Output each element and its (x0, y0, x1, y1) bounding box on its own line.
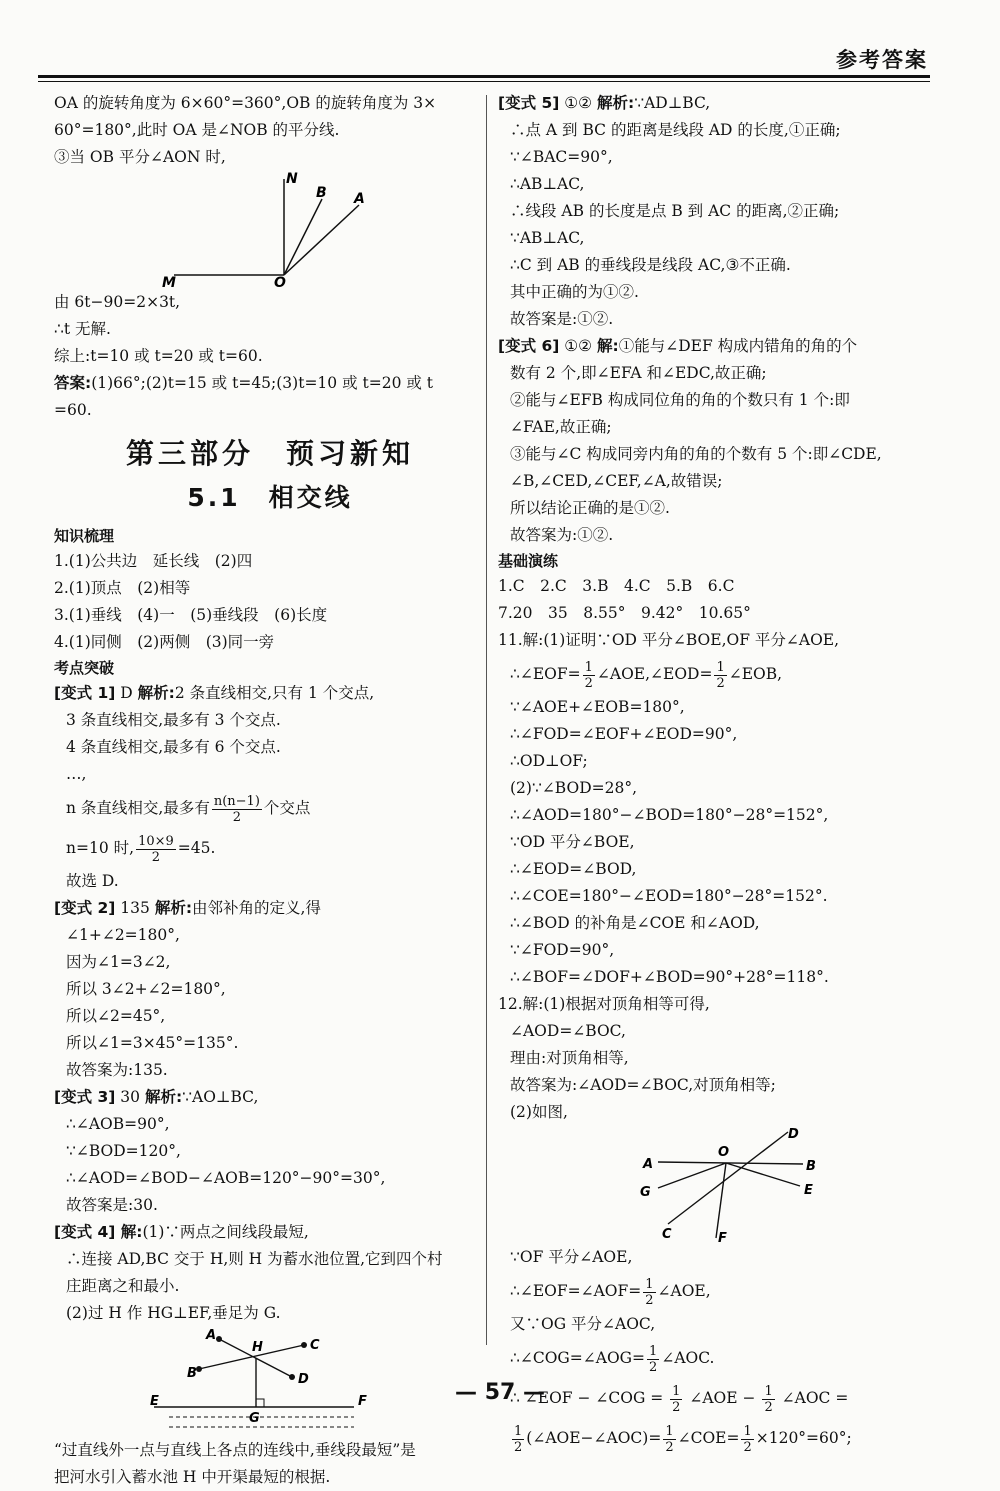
text-line: 把河水引入蓄水池 H 中开渠最短的根据. (54, 1468, 331, 1486)
answer-line (54, 370, 486, 397)
label-f: F (358, 1394, 367, 1409)
point-c (301, 1342, 307, 1348)
column-divider (486, 95, 487, 1345)
label-d: D (298, 1372, 309, 1387)
ray-oe (726, 1163, 800, 1186)
label-a: A (354, 191, 365, 207)
text-line: 3.(1)垂线 (4)一 (5)垂线段 (6)长度 (54, 606, 328, 624)
label-a: A (643, 1157, 654, 1172)
variant-1-head: [变式 1] D 解析:2 条直线相交,只有 1 个交点, (54, 684, 375, 702)
text-line: …, (66, 765, 87, 783)
label-b: B (187, 1366, 197, 1381)
text-line: 7.20 35 8.55° 9.42° 10.65° (498, 604, 751, 622)
text-line: 4.(1)同侧 (2)两侧 (3)同一旁 (54, 633, 275, 651)
label-d: D (788, 1127, 799, 1142)
formula-line: $\frac{1}{2}$ (∠AOE−∠AOC)= $\frac{1}{2}$ ∠COE= $\frac{1}{2}$ ×120°=60°; (514, 1423, 852, 1455)
text-line: ∴∠BOD 的补角是∠COE 和∠AOD, (510, 914, 760, 932)
text-line: 2.(1)顶点 (2)相等 (54, 579, 191, 597)
answer-text: (1)66°;(2)t=15 或 t=45;(3)t=10 或 t=20 或 t (91, 374, 434, 392)
fraction: $\frac{1}{2}$ (514, 1423, 523, 1455)
label-h: H (252, 1340, 263, 1355)
header-rule-thin (38, 81, 930, 82)
formula-line: ∴∠EOF=∠AOF= $\frac{1}{2}$ ∠AOE, (510, 1276, 711, 1308)
text-line: ∵∠BOD=120°, (66, 1142, 181, 1160)
ray-ob (284, 199, 322, 275)
label-e: E (150, 1394, 159, 1409)
knowledge-heading: 知识梳理 (54, 527, 115, 545)
page-number: — 57 — (455, 1380, 545, 1405)
label-o: O (274, 275, 286, 289)
label-b: B (806, 1159, 816, 1174)
text-line: 由 6t−90=2×3t, (54, 293, 181, 311)
text-line: OA 的旋转角度为 6×60°=360°,OB 的旋转角度为 3× (54, 94, 437, 112)
text-line: 故答案为:135. (66, 1061, 168, 1079)
text-line: ∵∠BAC=90°, (510, 148, 613, 166)
fraction: $\frac{n(n-1)}{2}$ (213, 793, 260, 825)
text-line: ②能与∠EFB 构成同位角的角的个数只有 1 个:即 (510, 391, 850, 409)
text-line: 1.C 2.C 3.B 4.C 5.B 6.C (498, 577, 735, 595)
formula-line: n 条直线相交,最多有 $\frac{n(n-1)}{2}$ 个交点 (66, 793, 311, 825)
label-g: G (640, 1185, 651, 1200)
fraction: $\frac{1}{2}$ (764, 1383, 773, 1415)
text-line: 所以结论正确的是①②. (510, 499, 670, 517)
text-line: ∠AOD=∠BOC, (510, 1022, 626, 1040)
text-line: ∠1+∠2=180°, (66, 926, 180, 944)
section-title: 5.1 相交线 (187, 483, 353, 512)
label-n: N (286, 171, 298, 187)
fraction: $\frac{1}{2}$ (584, 659, 593, 691)
fraction: $\frac{1}{2}$ (665, 1423, 674, 1455)
text-line: 故答案是:①②. (510, 310, 614, 328)
text-line: (2)如图, (510, 1103, 568, 1121)
kaodian-heading: 考点突破 (54, 659, 115, 677)
fraction: $\frac{1}{2}$ (716, 659, 725, 691)
text-line: ∴∠FOD=∠EOF+∠EOD=90°, (510, 725, 738, 743)
variant-5-head: [变式 5] ①② 解析:∵AD⊥BC, (498, 94, 711, 112)
fraction: $\frac{1}{2}$ (649, 1343, 658, 1375)
text-line: 其中正确的为①②. (510, 283, 639, 301)
text-line: =60. (54, 401, 92, 419)
text-line: 4 条直线相交,最多有 6 个交点. (66, 738, 281, 756)
fraction: $\frac{1}{2}$ (672, 1383, 681, 1415)
text-line: 故答案是:30. (66, 1196, 158, 1214)
text-line: ∵OF 平分∠AOE, (510, 1248, 633, 1266)
text-line: ∴AB⊥AC, (510, 175, 585, 193)
text-line: ∴∠BOF=∠DOF+∠BOD=90°+28°=118°. (510, 968, 829, 986)
text-line: 综上:t=10 或 t=20 或 t=60. (54, 347, 263, 365)
left-column (54, 90, 486, 1491)
formula-line: ∴∠COG=∠AOG= $\frac{1}{2}$ ∠AOC. (510, 1343, 715, 1375)
formula-line: ∴∠EOF= $\frac{1}{2}$ ∠AOE,∠EOD= $\frac{1}{2}$ ∠EOB, (510, 659, 783, 691)
text-line: ∵∠AOE+∠EOB=180°, (510, 698, 685, 716)
fraction: $\frac{10\times 9}{2}$ (138, 833, 174, 865)
part-title: 第三部分 预习新知 (125, 437, 414, 470)
text-line: ∠FAE,故正确; (510, 418, 612, 436)
label-g: G (249, 1411, 260, 1426)
basic-heading: 基础演练 (498, 552, 559, 570)
text-line: ∴∠EOD=∠BOD, (510, 860, 637, 878)
text-line: 所以∠2=45°, (66, 1007, 166, 1025)
text-line: ∴C 到 AB 的垂线段是线段 AC,③不正确. (510, 256, 791, 274)
label-o: O (718, 1145, 730, 1160)
text-line: ∴∠AOB=90°, (66, 1115, 170, 1133)
variant-4-head: [变式 4] 解:(1)∵两点之间线段最短, (54, 1223, 309, 1241)
text-line: 60°=180°,此时 OA 是∠NOB 的平分线. (54, 121, 340, 139)
text-line: ∴线段 AB 的长度是点 B 到 AC 的距离,②正确; (510, 202, 840, 220)
text-line: 庄距离之和最小. (66, 1277, 180, 1295)
formula-line: ∴ ∠EOF − ∠COG = $\frac{1}{2}$ ∠AOE − $\frac{1}{2}$ ∠AOC = (510, 1383, 849, 1415)
ray-og (658, 1163, 726, 1188)
ray-of (716, 1163, 726, 1238)
text-line: 所以 3∠2+∠2=180°, (66, 980, 226, 998)
page-header-title: 参考答案 (836, 48, 928, 72)
text-line: ∴连接 AD,BC 交于 H,则 H 为蓄水池位置,它到四个村 (66, 1250, 443, 1268)
text-line: ∠B,∠CED,∠CEF,∠A,故错误; (510, 472, 723, 490)
text-line: ③能与∠C 构成同旁内角的角的个数有 5 个:即∠CDE, (510, 445, 882, 463)
text-line: (2)过 H 作 HG⊥EF,垂足为 G. (66, 1304, 281, 1322)
text-line: ∵∠FOD=90°, (510, 941, 615, 959)
answer-label: 答案: (54, 374, 92, 392)
text-line: 故选 D. (66, 872, 119, 890)
text-line: ∴∠AOD=180°−∠BOD=180°−28°=152°, (510, 806, 829, 824)
label-c: C (662, 1227, 672, 1242)
text-line: ∵AB⊥AC, (510, 229, 585, 247)
variant-2-head: [变式 2] 135 解析:由邻补角的定义,得 (54, 899, 321, 917)
text-line: 又∵OG 平分∠AOC, (510, 1315, 656, 1333)
text-line: 数有 2 个,即∠EFA 和∠EDC,故正确; (510, 364, 767, 382)
text-line: 因为∠1=3∠2, (66, 953, 171, 971)
fraction: $\frac{1}{2}$ (743, 1423, 752, 1455)
text-line: ∴t 无解. (54, 320, 111, 338)
ray-oa (284, 205, 359, 275)
variant-6-head: [变式 6] ①② 解:①能与∠DEF 构成内错角的角的个 (498, 337, 858, 355)
text-line: ∵OD 平分∠BOE, (510, 833, 635, 851)
header-rule-thick (38, 75, 930, 78)
figure-intersecting-lines (498, 1126, 938, 1244)
text-line: 3 条直线相交,最多有 3 个交点. (66, 711, 281, 729)
text-line: (2)∵∠BOD=28°, (510, 779, 638, 797)
label-a: A (206, 1328, 217, 1343)
text-line: 故答案为:①②. (510, 526, 614, 544)
variant-3-head: [变式 3] 30 解析:∵AO⊥BC, (54, 1088, 259, 1106)
text-line: ∴点 A 到 BC 的距离是线段 AD 的长度,①正确; (510, 121, 841, 139)
text-line: ③当 OB 平分∠AON 时, (54, 148, 226, 166)
figure-angle-mon (54, 171, 434, 289)
label-c: C (310, 1338, 320, 1353)
text-line: 故答案为:∠AOD=∠BOC,对顶角相等; (510, 1076, 776, 1094)
formula-line: n=10 时, $\frac{10\times 9}{2}$ =45. (66, 833, 216, 865)
text-line: ∴OD⊥OF; (510, 752, 588, 770)
point-a (216, 1336, 222, 1342)
text-line: ∴∠COE=180°−∠EOD=180°−28°=152°. (510, 887, 828, 905)
text-line: 1.(1)公共边 延长线 (2)四 (54, 552, 253, 570)
label-e: E (804, 1183, 813, 1198)
right-column (498, 90, 944, 1458)
label-f: F (718, 1231, 727, 1244)
text-line: 所以∠1=3×45°=135°. (66, 1034, 239, 1052)
q12-head: 12.解:(1)根据对顶角相等可得, (498, 995, 710, 1013)
q11-head: 11.解:(1)证明∵OD 平分∠BOE,OF 平分∠AOE, (498, 631, 840, 649)
text-line: “过直线外一点与直线上各点的连线中,垂线段最短”是 (54, 1441, 416, 1459)
text-line: ∴∠AOD=∠BOD−∠AOB=120°−90°=30°, (66, 1169, 386, 1187)
label-b: B (316, 185, 327, 201)
text-line: 理由:对顶角相等, (510, 1049, 629, 1067)
label-m: M (162, 275, 176, 289)
fraction: $\frac{1}{2}$ (645, 1276, 654, 1308)
